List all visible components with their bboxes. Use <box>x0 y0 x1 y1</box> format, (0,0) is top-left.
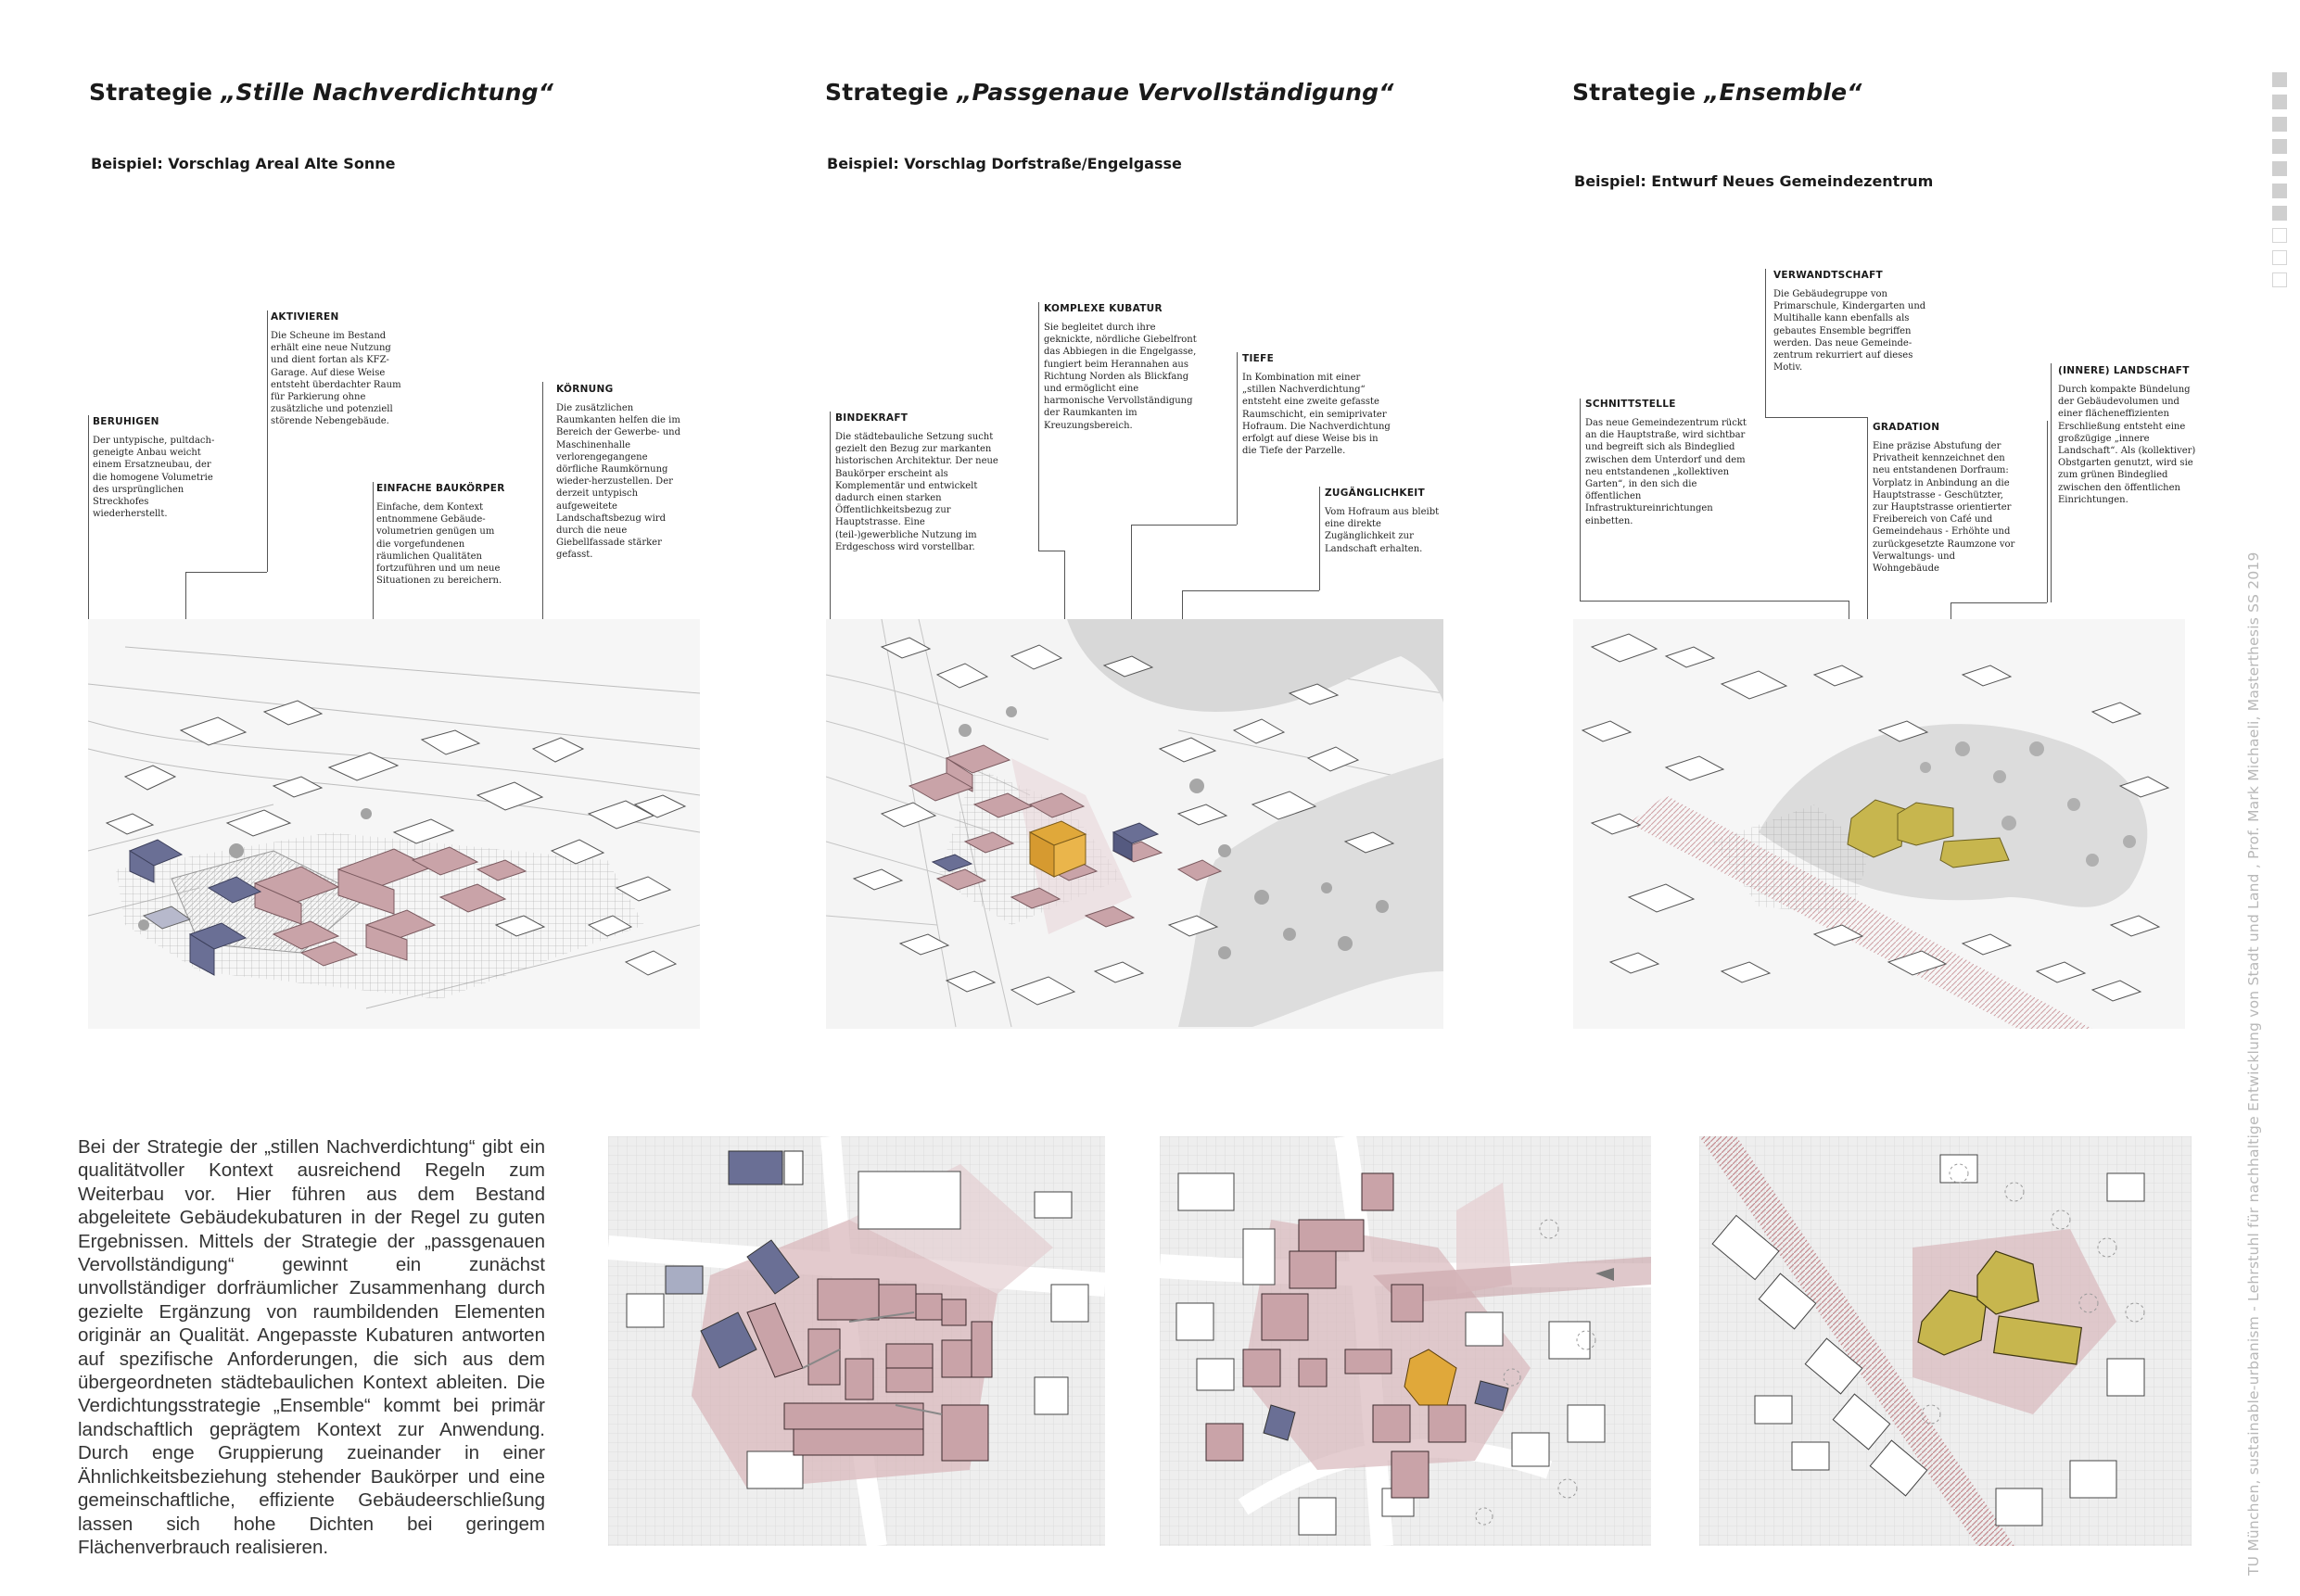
site-plan-1 <box>608 1136 1105 1546</box>
axonometric-map-2 <box>826 619 1443 1029</box>
strategy-title-1: Strategie „Stille Nachverdichtung“ <box>89 79 554 106</box>
example-label-3: Beispiel: Entwurf Neues Gemeindezentrum <box>1574 172 1934 190</box>
example-label-2: Beispiel: Vorschlag Dorfstraße/Engelgasse <box>827 155 1182 172</box>
site-plan-3 <box>1699 1136 2192 1546</box>
strategy-title-2: Strategie „Passgenaue Vervollständigung“ <box>825 79 1394 106</box>
strategy-title-3: Strategie „Ensemble“ <box>1572 79 1862 106</box>
example-label-1: Beispiel: Vorschlag Areal Alte Sonne <box>91 155 396 172</box>
annotation-beruhigen: BERUHIGEN Der untypische, pultdach-geneigte Anbau weicht einem Ersatzneubau, der die homogene Volumetrie des ursprünglichen Streckhofes wiederherstellt. <box>93 416 215 520</box>
side-credit: TU München, sustainable-urbanism - Lehrstuhl für nachhaltige Entwicklung von Stadt und Land , Prof. Mark Michaeli, Masterthesis SS 2019 <box>2245 551 2262 1576</box>
annotation-komplexe-kubatur: KOMPLEXE KUBATUR Sie begleitet durch ihre geknickte, nördliche Giebelfront das Abbiegen in die Engelgasse, fungiert beim Herannahen aus Richtung Norden als Blickfang und ermöglicht eine harmonische Vervollständigung der Raumkanten im Kreuzungsbereich. <box>1044 303 1197 431</box>
annotation-aktivieren: AKTIVIEREN Die Scheune im Bestand erhält eine neue Nutzung und dient fortan als KFZ-Garage. Auf diese Weise entsteht überdachter Raum für Parkierung ohne zusätzliche und potenziell störende Nebengebäude. <box>271 311 401 427</box>
site-plan-2 <box>1160 1136 1651 1546</box>
axonometric-map-1 <box>88 619 700 1029</box>
axonometric-map-3 <box>1573 619 2185 1029</box>
annotation-innere-landschaft: (INNERE) LANDSCHAFT Durch kompakte Bündelung der Gebäudevolumen und einer flächeneffizienten Erschließung entsteht eine großzügige „innere Landschaft“. Als (kollektiver) Obstgarten genutzt, wird sie zum grünen Bindeglied zwischen den öffentlichen Einrichtungen. <box>2058 365 2196 505</box>
annotation-bindekraft: BINDEKRAFT Die städtebauliche Setzung sucht gezielt den Bezug zur markanten historischen Architektur. Der neue Baukörper erscheint als Komplementär und entwickelt dadurch einen starken Öffentlichkeitsbezug zur Hauptstrasse. Eine (teil-)gewerbliche Nutzung im Erdgeschoss wird vorstellbar. <box>835 412 998 552</box>
annotation-gradation: GRADATION Eine präzise Abstufung der Privatheit kennzeichnet den neu entstandenen Dorfraum: Vorplatz in Anbindung an die Hauptstrasse - Geschützter, zur Hauptstrasse orientierter Freibereich von Café und Gemeindehaus - Erhöhte und zurückgesetzte Raumzone vor Verwaltungs- und Wohngebäude <box>1873 422 2015 575</box>
annotation-schnittstelle: SCHNITTSTELLE Das neue Gemeindezentrum rückt an die Hauptstraße, wird sichtbar und begreift sich als Bindeglied zwischen dem Unterdorf und dem neu entstandenen „kollektiven Garten“, in den sich die öffentlichen Infrastruktureinrichtungen einbetten. <box>1585 399 1747 526</box>
annotation-tiefe: TIEFE In Kombination mit einer „stillen Nachverdichtung“ entsteht eine zweite gefasste Raumschicht, ein semiprivater Hofraum. Die Nachverdichtung erfolgt auf diese Weise bis in die Tiefe der Parzelle. <box>1242 353 1391 457</box>
annotation-verwandtschaft: VERWANDTSCHAFT Die Gebäudegruppe von Primarschule, Kindergarten und Multihalle kann ebenfalls als gebautes Ensemble begriffen werden. Das neue Gemeinde-zentrum rekurriert auf dieses Motiv. <box>1773 270 1926 374</box>
annotation-zugaenglichkeit: ZUGÄNGLICHKEIT Vom Hofraum aus bleibt eine direkte Zugänglichkeit zur Landschaft erhalten. <box>1325 488 1440 554</box>
annotation-einfache-baukoerper: EINFACHE BAUKÖRPER Einfache, dem Kontext entnommene Gebäude-volumetrien genügen um die vorgefundenen räumlichen Qualitäten fortzuführen und um neue Situationen zu bereichern. <box>376 483 505 587</box>
annotation-koernung: KÖRNUNG Die zusätzlichen Raumkanten helfen die im Bereich der Gewerbe- und Maschinenhalle verlorengegangene dörfliche Raumkörnung wieder-herzustellen. Der derzeit untypisch aufgeweitete Landschaftsbezug wird durch die neue Giebellfassade stärker gefasst. <box>556 384 680 561</box>
strategy-description: Bei der Strategie der „stillen Nachverdichtung“ gibt ein qualitätvoller Kontext ausreichend Regeln zum Weiterbau vor. Hier führen aus dem Bestand abgeleitete Gebäudekubaturen in der Regel zu guten Ergebnissen. Mittels der Strategie der „passgenauen Vervollständigung“ gewinnt ein zunächst unvollständiger dorfräumlicher Zusammenhang durch gezielte Ergänzung von raumbildenden Elementen originär an Qualität. Angepasste Kubaturen antworten auf spezifische Anforderungen, die sich aus dem übergeordneten städtebaulichen Kontext ableiten. Die Verdichtungsstrategie „Ensemble“ kommt bei primär landschaftlich geprägtem Kontext zur Anwendung. Durch enge Gruppierung zueinander in einer Ähnlichkeitsbeziehung stehender Baukörper und eine gemeinschaftliche, effiziente Gebäudeerschließung lassen sich hohe Dichten bei geringem Flächenverbrauch realisieren. <box>78 1136 545 1558</box>
